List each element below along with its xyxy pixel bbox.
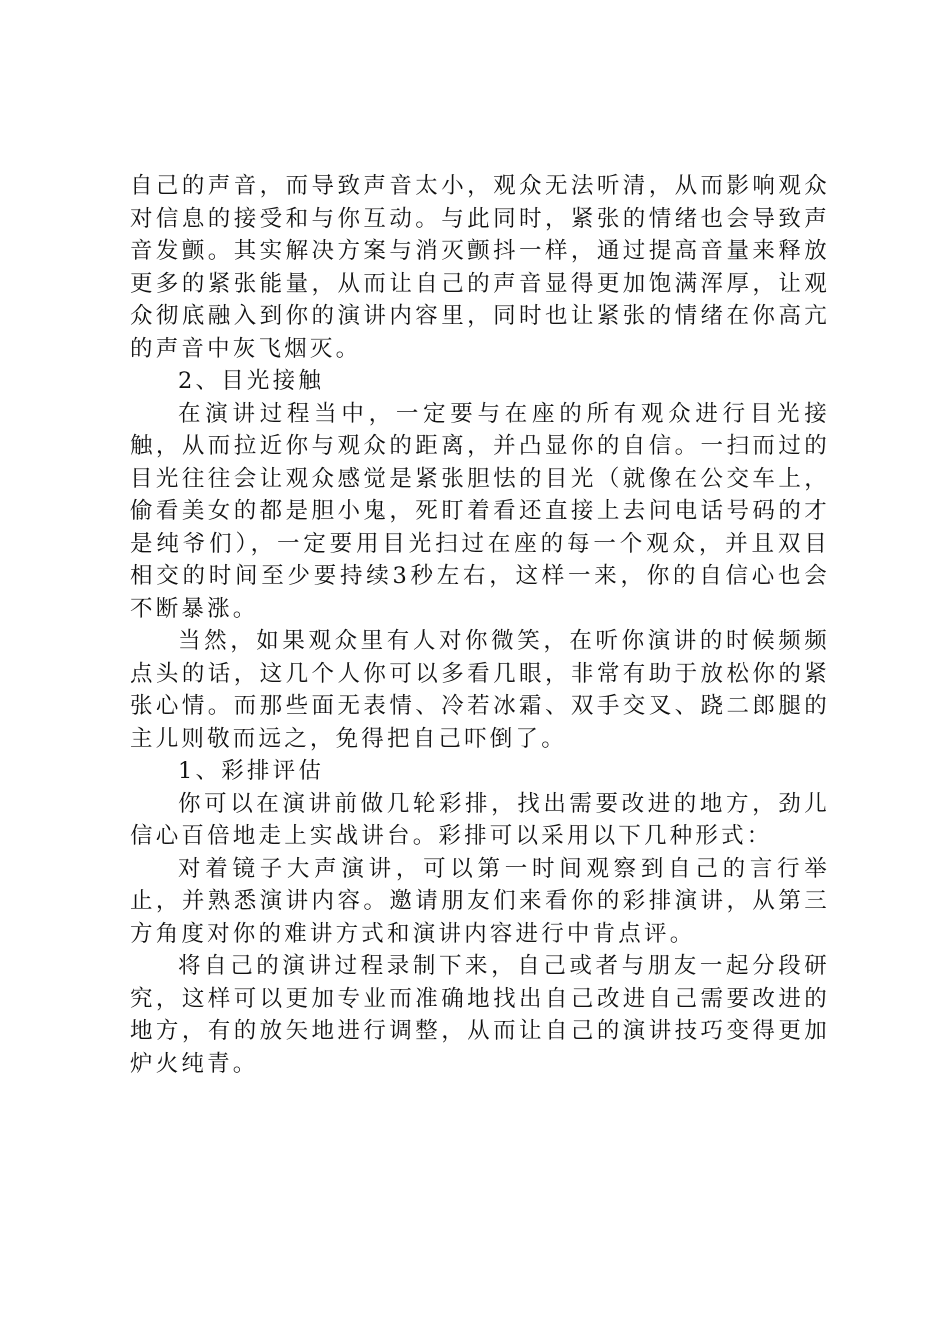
paragraph-smiling-audience: 当然，如果观众里有人对你微笑，在听你演讲的时候频频点头的话，这几个人你可以多看几眼，非常有助于放松你的紧张心情。而那些面无表情、冷若冰霜、双手交叉、跷二郎腿的主儿则敬而远之，免得把自己吓倒了。 — [130, 628, 830, 752]
paragraph-eye-contact: 在演讲过程当中，一定要与在座的所有观众进行目光接触，从而拉近你与观众的距离，并凸显你的自信。一扫而过的目光往往会让观众感觉是紧张胆怯的目光（就像在公交车上，偷看美女的都是胆小鬼，死盯着看还直接上去问电话号码的才是纯爷们），一定要用目光扫过在座的每一个观众，并且双目相交的时间至少要持续3秒左右，这样一来，你的自信心也会不断暴涨。 — [130, 400, 830, 622]
paragraph-continuation: 自己的声音，而导致声音太小，观众无法听清，从而影响观众对信息的接受和与你互动。与此同时，紧张的情绪也会导致声音发颤。其实解决方案与消灭颤抖一样，通过提高音量来释放更多的紧张能量，从而让自己的声音显得更加饱满浑厚，让观众彻底融入到你的演讲内容里，同时也让紧张的情绪在你高亢的声音中灰飞烟灭。 — [130, 173, 830, 362]
section-heading-eye-contact: 2、目光接触 — [178, 368, 325, 394]
document-body — [130, 170, 830, 1080]
paragraph-rehearsal-intro: 你可以在演讲前做几轮彩排，找出需要改进的地方，劲儿信心百倍地走上实战讲台。彩排可以采用以下几种形式： — [130, 790, 830, 849]
paragraph-recording: 将自己的演讲过程录制下来，自己或者与朋友一起分段研究，这样可以更加专业而准确地找出自己改进自己需要改进的地方，有的放矢地进行调整，从而让自己的演讲技巧变得更加炉火纯青。 — [130, 953, 830, 1077]
section-heading-rehearsal: 1、彩排评估 — [178, 758, 325, 784]
paragraph-mirror-practice: 对着镜子大声演讲，可以第一时间观察到自己的言行举止，并熟悉演讲内容。邀请朋友们来看你的彩排演讲，从第三方角度对你的难讲方式和演讲内容进行中肯点评。 — [130, 855, 830, 947]
